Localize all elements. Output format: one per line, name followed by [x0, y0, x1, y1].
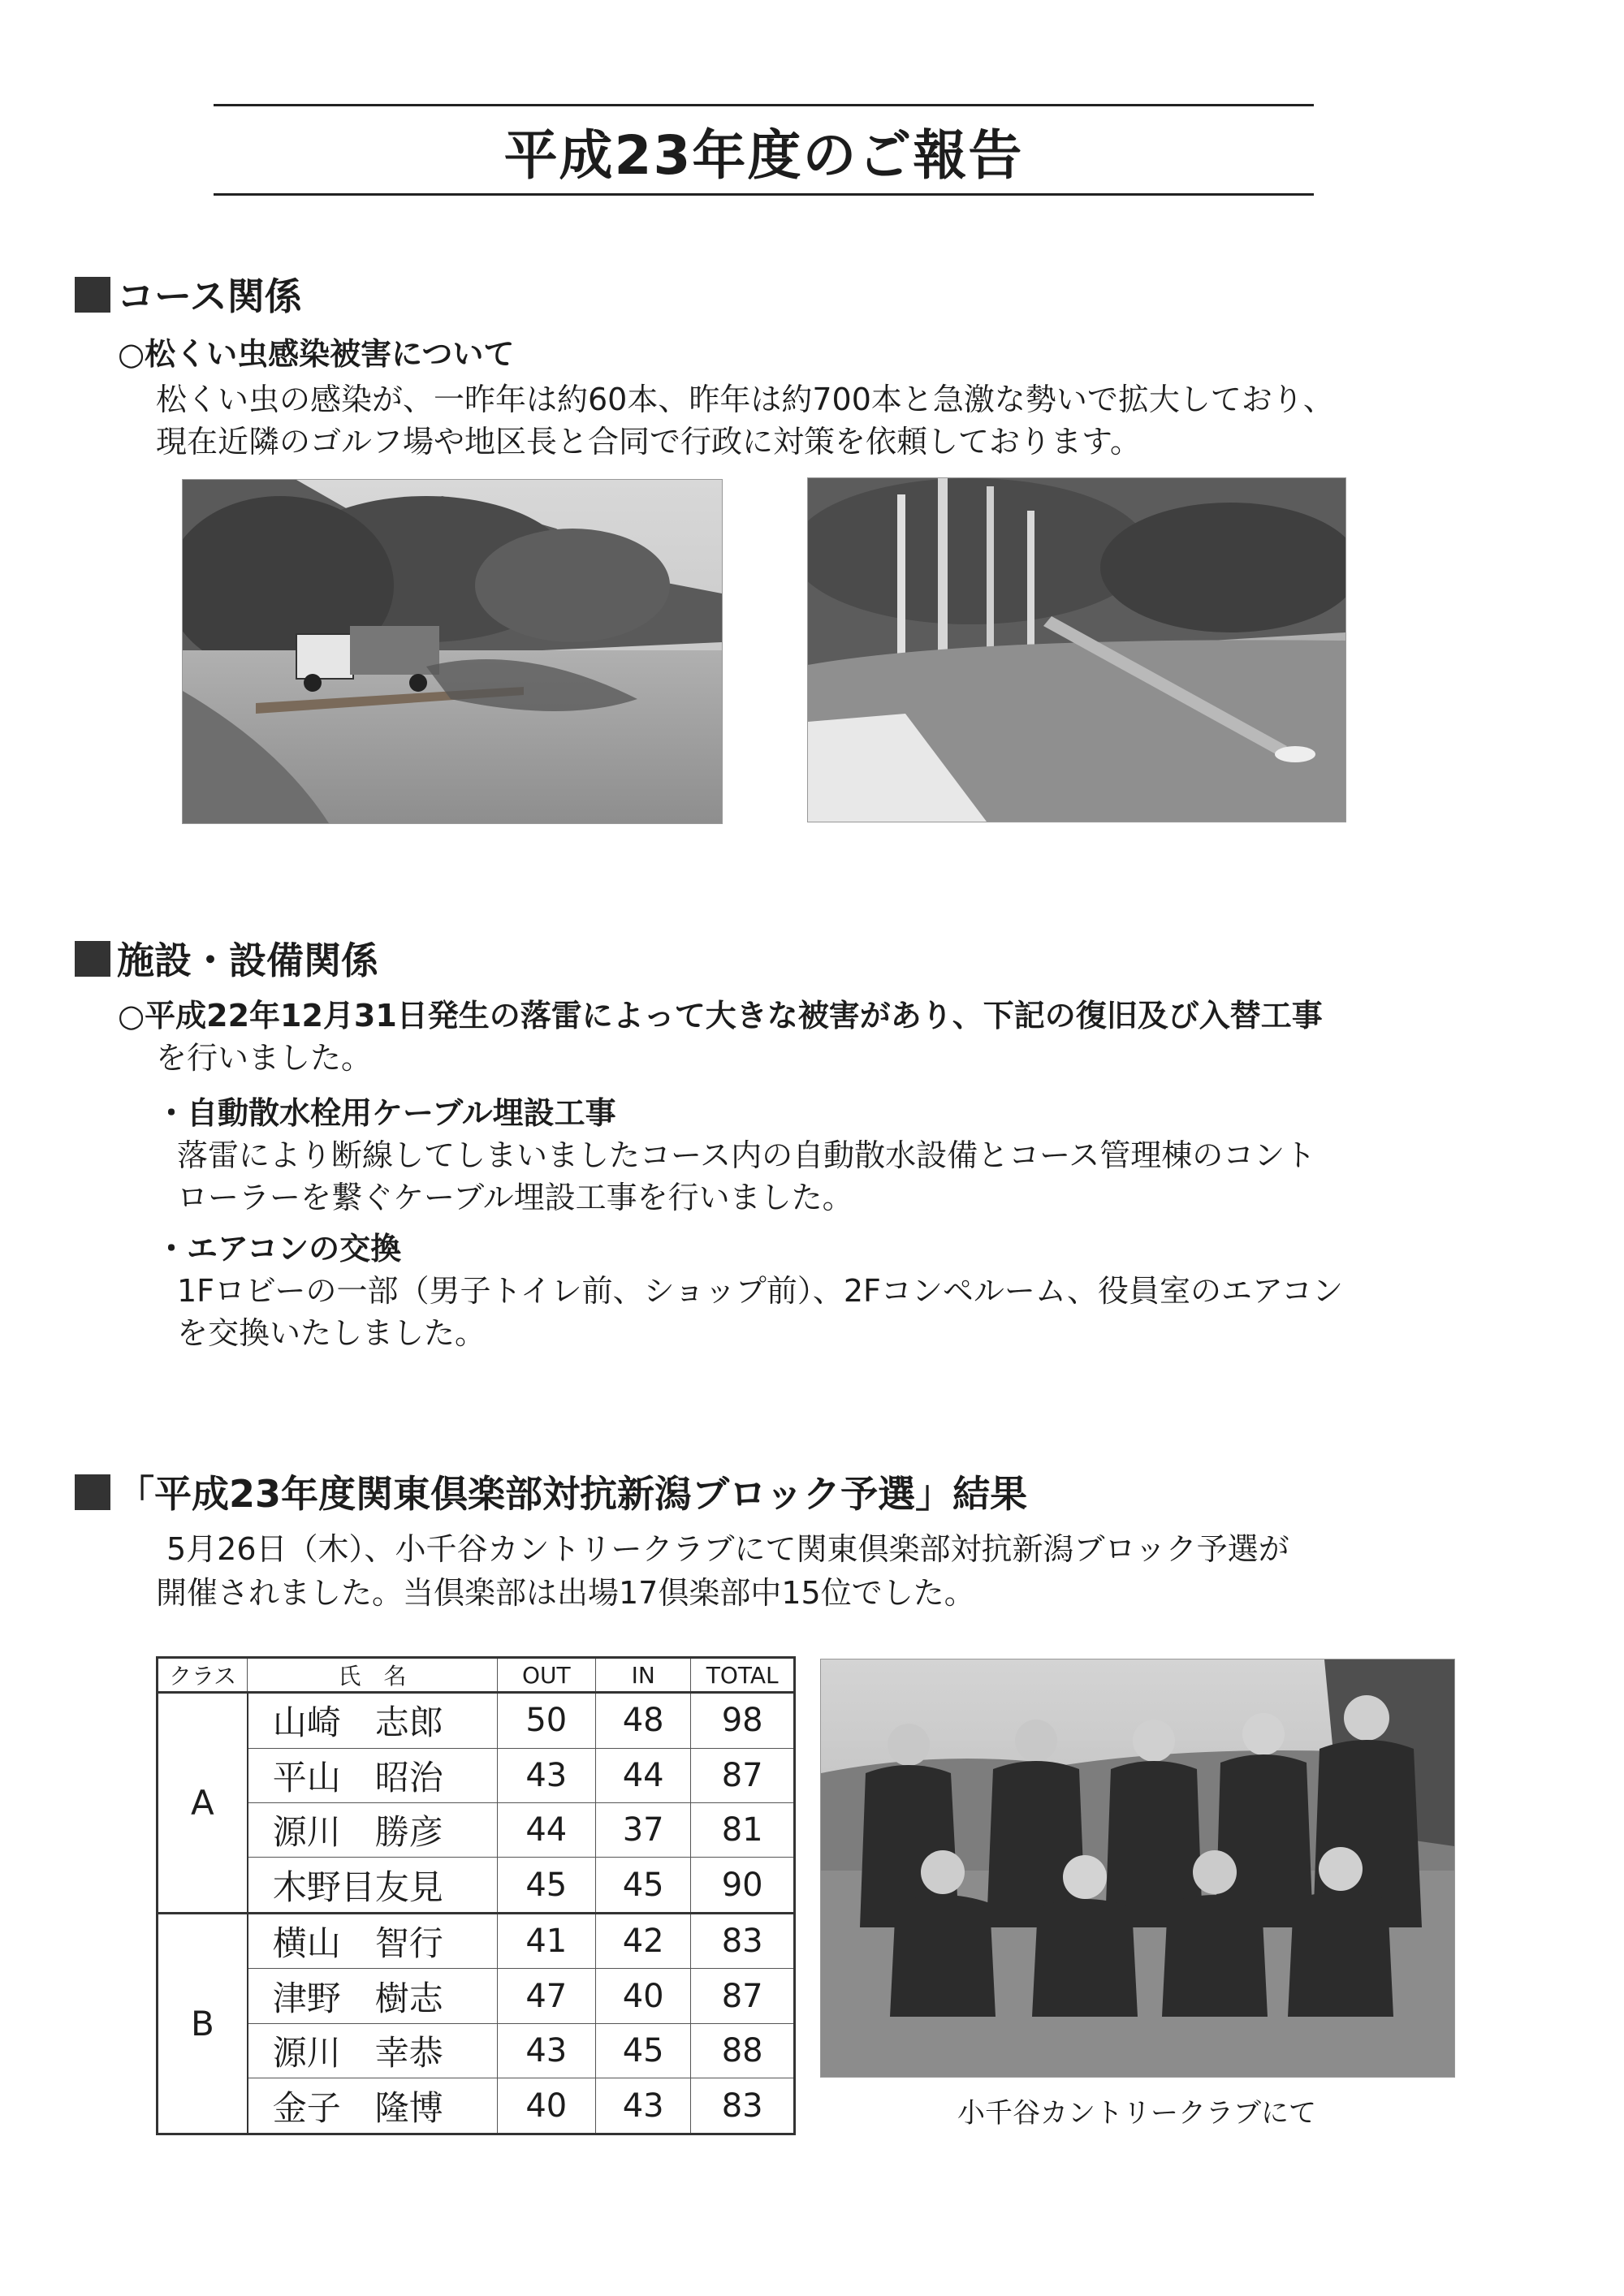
player-name: 山崎 志郎 [248, 1693, 497, 1749]
tournament-line-1: 5月26日（木）、小千谷カントリークラブにて関東倶楽部対抗新潟ブロック予選が [166, 1531, 1289, 1567]
score-total: 87 [691, 1748, 795, 1802]
score-total: 88 [691, 2023, 795, 2078]
section-course-heading-text: コース関係 [117, 274, 302, 318]
facility-item2-line-1: 1Fロビーの一部（男子トイレ前、ショップ前）、2Fコンペルーム、役員室のエアコン [177, 1273, 1344, 1309]
table-header-row [158, 1658, 795, 1693]
section-facility-heading-text: 施設・設備関係 [117, 939, 378, 982]
player-name: 津野 樹志 [248, 1969, 497, 2023]
tournament-line-2: 開催されました。当倶楽部は出場17倶楽部中15位でした。 [156, 1575, 975, 1611]
photo-fallen-tree [807, 477, 1346, 822]
player-name: 源川 勝彦 [248, 1802, 497, 1857]
class-cell-b: B [158, 1913, 248, 2134]
score-out: 41 [497, 1913, 595, 1969]
photo-caption: 小千谷カントリークラブにて [957, 2097, 1316, 2130]
table-row [158, 1748, 795, 1802]
title-rule-top [214, 104, 1314, 106]
col-header-class: クラス [158, 1658, 248, 1693]
table-row [158, 1802, 795, 1857]
score-in: 43 [595, 2078, 690, 2134]
score-total: 83 [691, 1913, 795, 1969]
score-in: 37 [595, 1802, 690, 1857]
facility-item2-line-2: を交換いたしました。 [177, 1315, 486, 1351]
player-name: 平山 昭治 [248, 1748, 497, 1802]
player-name: 木野目友見 [248, 1858, 497, 1914]
player-name: 横山 智行 [248, 1913, 497, 1969]
score-in: 42 [595, 1913, 690, 1969]
results-table [156, 1656, 796, 2135]
player-name: 源川 幸恭 [248, 2023, 497, 2078]
photo-team-group [820, 1659, 1455, 2078]
player-name: 金子 隆博 [248, 2078, 497, 2134]
table-row [158, 2023, 795, 2078]
title-rule-bottom [214, 193, 1314, 196]
score-out: 50 [497, 1693, 595, 1749]
table-row [158, 2078, 795, 2134]
course-line-2: 現在近隣のゴルフ場や地区長と合同で行政に対策を依頼しております。 [156, 424, 1141, 460]
score-in: 44 [595, 1748, 690, 1802]
course-line-1: 松くい虫の感染が、一昨年は約60本、昨年は約700本と急激な勢いで拡大しており、 [156, 382, 1334, 417]
score-out: 44 [497, 1802, 595, 1857]
score-out: 45 [497, 1858, 595, 1914]
table-row [158, 1913, 795, 1969]
page-title: 平成23年度のご報告 [503, 124, 1024, 187]
score-total: 98 [691, 1693, 795, 1749]
col-header-in: IN [595, 1658, 690, 1693]
score-total: 90 [691, 1858, 795, 1914]
facility-item1-line-2: ローラーを繋ぐケーブル埋設工事を行いました。 [177, 1180, 853, 1215]
score-out: 43 [497, 2023, 595, 2078]
score-in: 40 [595, 1969, 690, 2023]
score-in: 45 [595, 1858, 690, 1914]
square-bullet-icon [75, 941, 110, 977]
col-header-total: TOTAL [691, 1658, 795, 1693]
facility-intro-line-1: ○平成22年12月31日発生の落雷によって大きな被害があり、下記の復旧及び入替工事 [118, 998, 1323, 1034]
facility-item1-title: ・自動散水栓用ケーブル埋設工事 [156, 1095, 616, 1131]
section-tournament-heading-text: 「平成23年度関東倶楽部対抗新潟ブロック予選」結果 [117, 1472, 1028, 1516]
score-out: 47 [497, 1969, 595, 2023]
course-subheading: ○松くい虫感染被害について [118, 336, 515, 372]
facility-intro-line-2: を行いました。 [156, 1040, 373, 1076]
score-total: 81 [691, 1802, 795, 1857]
square-bullet-icon [75, 277, 110, 313]
facility-item2-title: ・エアコンの交換 [156, 1231, 402, 1267]
table-row [158, 1969, 795, 2023]
col-header-out: OUT [497, 1658, 595, 1693]
score-total: 83 [691, 2078, 795, 2134]
table-row [158, 1858, 795, 1914]
score-total: 87 [691, 1969, 795, 2023]
score-out: 40 [497, 2078, 595, 2134]
square-bullet-icon [75, 1474, 110, 1510]
section-facility-heading [75, 936, 378, 985]
score-in: 45 [595, 2023, 690, 2078]
score-out: 43 [497, 1748, 595, 1802]
section-tournament-heading [75, 1470, 1027, 1518]
col-header-name: 氏 名 [248, 1658, 497, 1693]
score-in: 48 [595, 1693, 690, 1749]
facility-item1-line-1: 落雷により断線してしまいましたコース内の自動散水設備とコース管理棟のコント [177, 1137, 1316, 1173]
class-cell-a: A [158, 1693, 248, 1914]
table-row [158, 1693, 795, 1749]
section-course-heading [75, 272, 302, 321]
photo-truck-felled-trees [182, 479, 723, 824]
